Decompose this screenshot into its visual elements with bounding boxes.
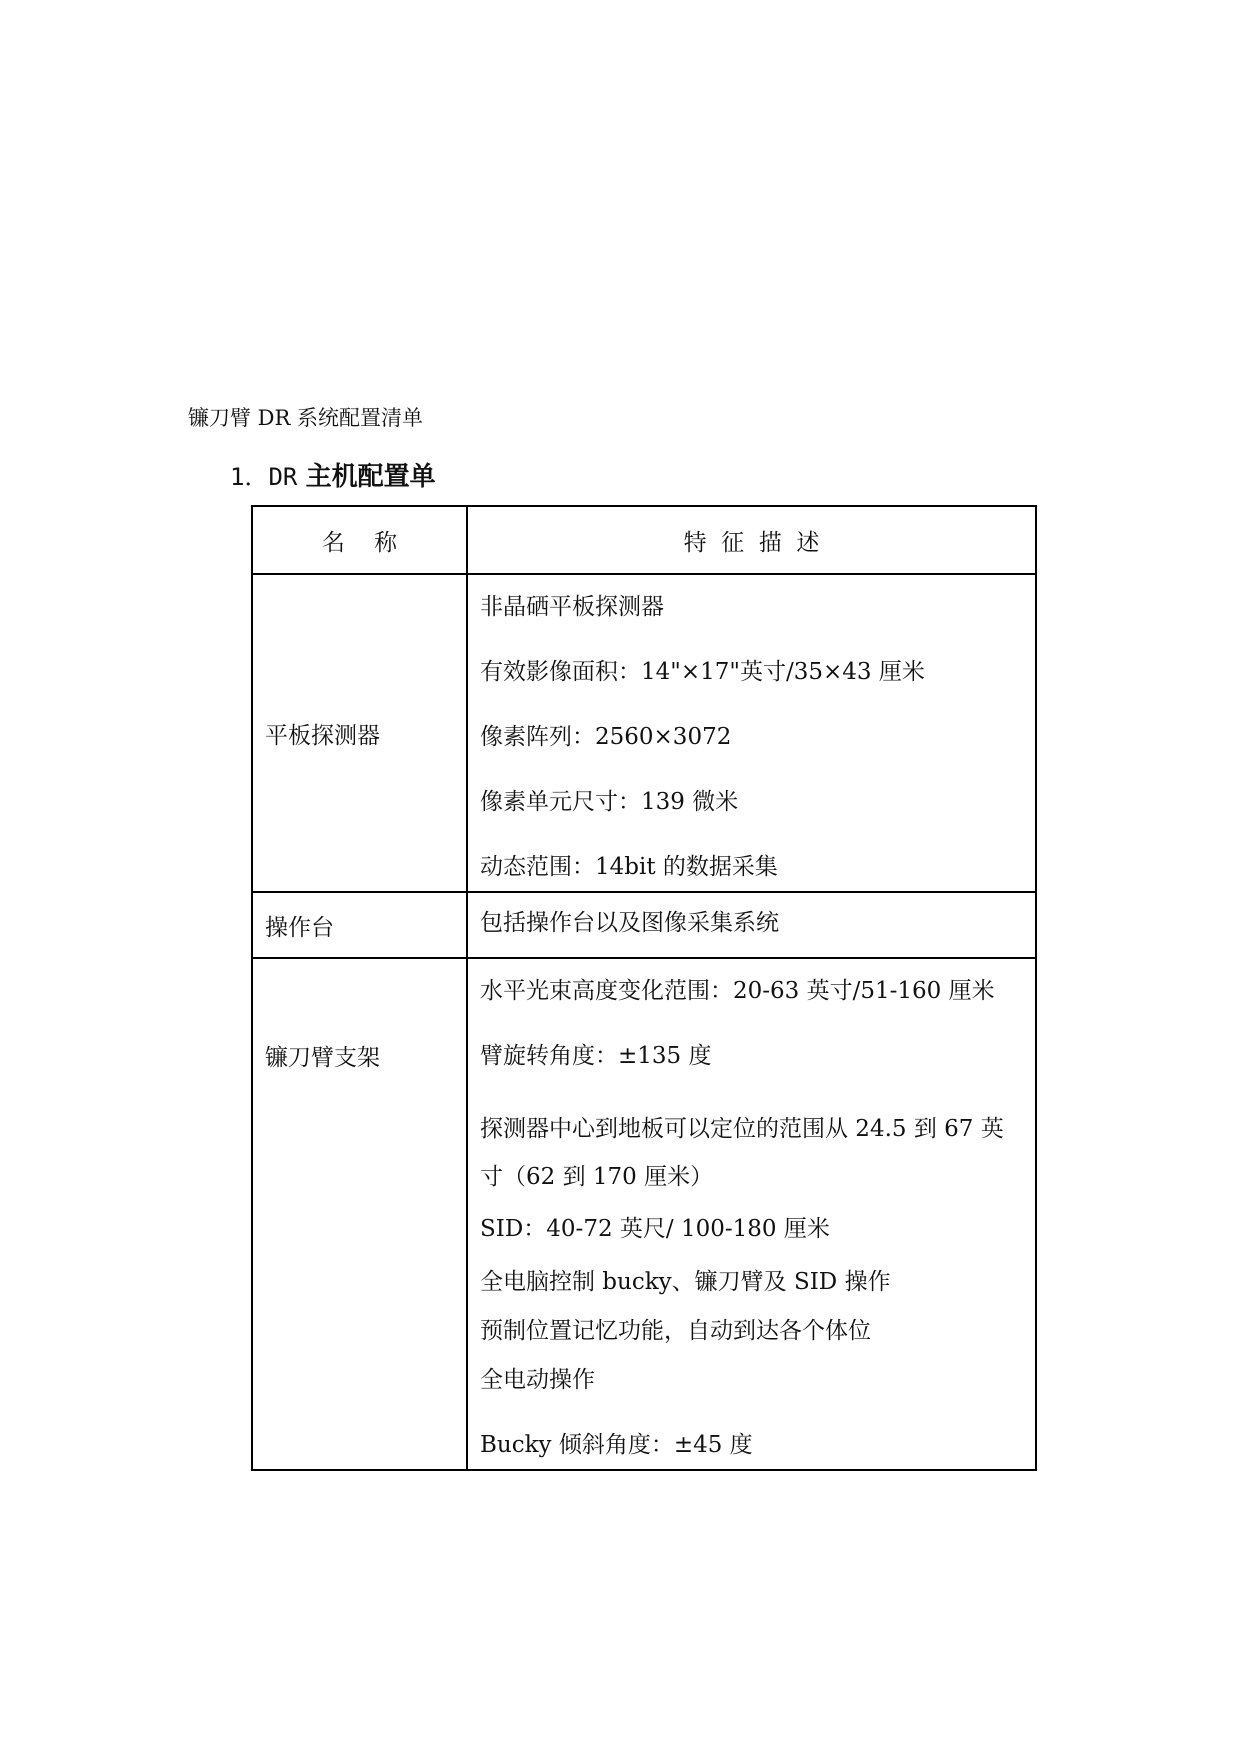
config-table (251, 505, 1037, 1471)
row-name: 平板探测器 (252, 574, 467, 892)
desc-line: 有效影像面积：14"×17"英寸/35×43 厘米 (480, 659, 925, 685)
row-name: 操作台 (252, 892, 467, 958)
desc-line: 水平光束高度变化范围：20-63 英寸/51-160 厘米 (480, 978, 995, 1004)
desc-line: 包括操作台以及图像采集系统 (480, 910, 779, 936)
desc-line: 像素单元尺寸：139 微米 (480, 789, 739, 815)
table-row (252, 892, 1036, 958)
desc-line: SID：40-72 英尺/ 100-180 厘米 (480, 1216, 830, 1242)
desc-line: 全电动操作 (480, 1367, 595, 1393)
section-number: 1．DR (230, 463, 298, 491)
desc-line: 动态范围：14bit 的数据采集 (480, 854, 778, 880)
row-description (467, 892, 1036, 958)
row-name: 镰刀臂支架 (252, 958, 467, 1470)
table-row (252, 574, 1036, 892)
section-heading (230, 456, 436, 493)
table-row (252, 958, 1036, 1470)
desc-line: 探测器中心到地板可以定位的范围从 24.5 到 67 英寸（62 到 170 厘米） (480, 1116, 1004, 1190)
section-title: 主机配置单 (305, 462, 436, 492)
desc-line: 像素阵列：2560×3072 (480, 724, 732, 750)
desc-line: 臂旋转角度：±135 度 (480, 1043, 712, 1069)
header-description: 特 征 描 述 (467, 506, 1036, 574)
row-description (467, 958, 1036, 1470)
desc-line: Bucky 倾斜角度：±45 度 (480, 1432, 753, 1458)
desc-line: 预制位置记忆功能，自动到达各个体位 (480, 1318, 871, 1344)
header-name: 名 称 (252, 506, 467, 574)
table-header-row (252, 506, 1036, 574)
desc-line: 非晶硒平板探测器 (480, 594, 664, 620)
row-description (467, 574, 1036, 892)
desc-line: 全电脑控制 bucky、镰刀臂及 SID 操作 (480, 1269, 891, 1295)
document-title: 镰刀臂 DR 系统配置清单 (188, 406, 423, 430)
